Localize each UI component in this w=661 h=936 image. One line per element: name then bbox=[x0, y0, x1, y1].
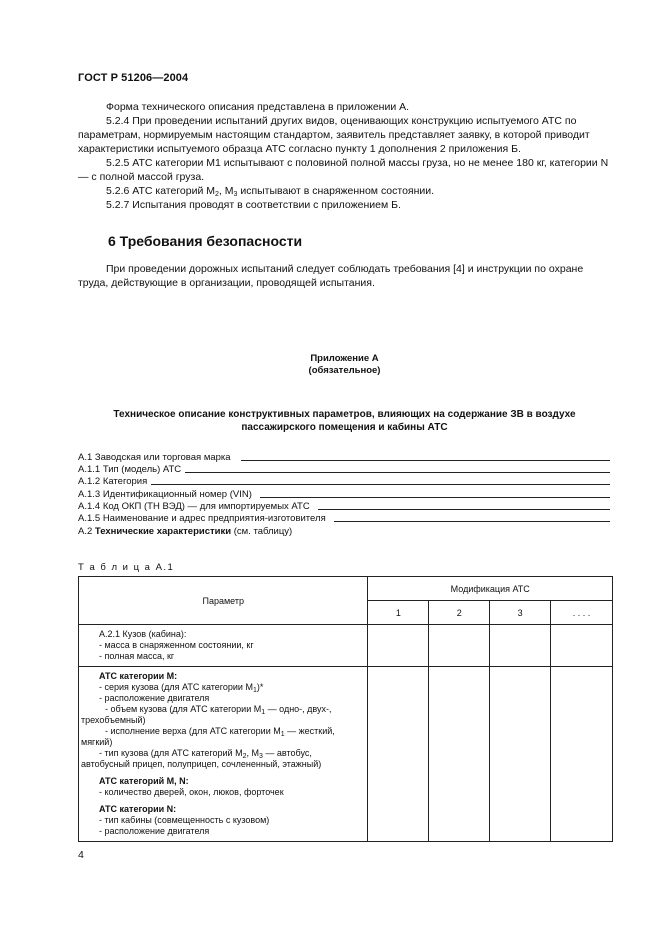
field-vin[interactable]: А.1.3 Идентификационный номер (VIN) bbox=[78, 487, 610, 500]
table-cell[interactable] bbox=[429, 625, 490, 667]
param-header: Параметр bbox=[79, 577, 368, 625]
section-text: При проведении дорожных испытаний следует соблюдать требования [4] и инструкции по охране труда, действующие в организации, проводящей испытания. bbox=[78, 263, 584, 289]
table-cell[interactable] bbox=[490, 667, 551, 842]
row-body-title: А.2.1 Кузов (кабина): bbox=[99, 629, 187, 639]
field-okp-code[interactable]: А.1.4 Код ОКП (ТН ВЭД) — для импортируемых АТС bbox=[78, 499, 610, 512]
row-m-volume-cont: трехобъемный) bbox=[81, 715, 146, 725]
mod-col-3: 3 bbox=[490, 601, 551, 625]
table-row bbox=[79, 625, 613, 667]
row-m-series: - серия кузова (для АТС категории $М_1)*$ bbox=[99, 682, 264, 694]
field-brand[interactable]: А.1 Заводская или торговая марка bbox=[78, 450, 610, 463]
annex-heading-line-2: пассажирского помещения и кабины АТС bbox=[241, 422, 448, 433]
mod-col-more: . . . . bbox=[551, 601, 613, 625]
intro-paragraph-5: 5.2.7 Испытания проводят в соответствии с приложением Б. bbox=[106, 199, 401, 211]
table-row bbox=[79, 667, 613, 842]
row-n-cab-type: - тип кабины (совмещенность с кузовом) bbox=[99, 815, 270, 825]
table-cell[interactable] bbox=[551, 667, 613, 842]
row-body-mass: - масса в снаряженном состоянии, кг bbox=[99, 640, 254, 650]
field-tech-specs: А.2 Технические характеристики (см. таблицу) bbox=[78, 526, 293, 537]
mod-col-1: 1 bbox=[368, 601, 429, 625]
table-cell[interactable] bbox=[429, 667, 490, 842]
row-body-full-mass: - полная масса, кг bbox=[99, 651, 175, 661]
row-n-engine: - расположение двигателя bbox=[99, 826, 210, 836]
annex-title: Приложение А bbox=[310, 353, 379, 364]
row-m-body-type-cont: автобусный прицеп, полуприцеп, сочлененный, этажный) bbox=[81, 759, 322, 769]
row-m-volume: - объем кузова (для АТС категории $М_1$ — одно-, двух-, bbox=[105, 704, 332, 716]
field-category[interactable]: А.1.2 Категория bbox=[78, 474, 610, 487]
row-m-roof: - исполнение верха (для АТС категории $М_1$ — жесткий, bbox=[105, 726, 335, 738]
document-header: ГОСТ Р 51206—2004 bbox=[78, 72, 189, 84]
row-category-mn-title: АТС категорий М, N: bbox=[99, 776, 189, 786]
table-cell[interactable] bbox=[368, 625, 429, 667]
page-number: 4 bbox=[78, 849, 84, 861]
modification-header: Модификация АТС bbox=[368, 577, 613, 601]
row-m-roof-cont: мягкий) bbox=[81, 737, 113, 747]
field-type-model[interactable]: А.1.1 Тип (модель) АТС bbox=[78, 462, 610, 475]
intro-paragraph-3: 5.2.5 АТС категории М1 испытывают с половиной полной массы груза, но не менее 180 кг, категории N — с полной массой груза. bbox=[78, 157, 609, 183]
intro-paragraph-2: 5.2.4 При проведении испытаний других видов, оценивающих конструкцию испытуемого АТС по параметрам, нормируемым настоящим стандартом, заявитель представляет заявку, в которой приводит характеристики испытуемого образца АТС согласно пункту 1 дополнения 2 приложения Б. bbox=[78, 115, 590, 155]
row-m-engine: - расположение двигателя bbox=[99, 693, 210, 703]
table-caption: Т а б л и ц а А.1 bbox=[78, 562, 175, 573]
intro-paragraph-4: 5.2.6 АТС категорий $М_2$, $М_3$ испытывают в снаряженном состоянии. bbox=[106, 185, 435, 198]
characteristics-table bbox=[78, 576, 613, 842]
row-category-n-title: АТС категории N: bbox=[99, 804, 177, 814]
row-mn-doors: - количество дверей, окон, люков, форточек bbox=[99, 787, 284, 797]
annex-status: (обязательное) bbox=[308, 365, 381, 376]
mod-col-2: 2 bbox=[429, 601, 490, 625]
table-cell[interactable] bbox=[368, 667, 429, 842]
field-manufacturer[interactable]: А.1.5 Наименование и адрес предприятия-изготовителя bbox=[78, 511, 610, 524]
table-cell[interactable] bbox=[551, 625, 613, 667]
table-cell[interactable] bbox=[490, 625, 551, 667]
annex-heading-line-1: Техническое описание конструктивных параметров, влияющих на содержание ЗВ в воздухе bbox=[113, 409, 576, 420]
section-title: 6 Требования безопасности bbox=[108, 233, 303, 249]
intro-paragraph-1: Форма технического описания представлена в приложении А. bbox=[106, 101, 410, 113]
row-m-body-type: - тип кузова (для АТС категорий $М_2$, $М_3$ — автобус, bbox=[99, 748, 312, 760]
row-category-m-title: АТС категории М: bbox=[99, 671, 178, 681]
